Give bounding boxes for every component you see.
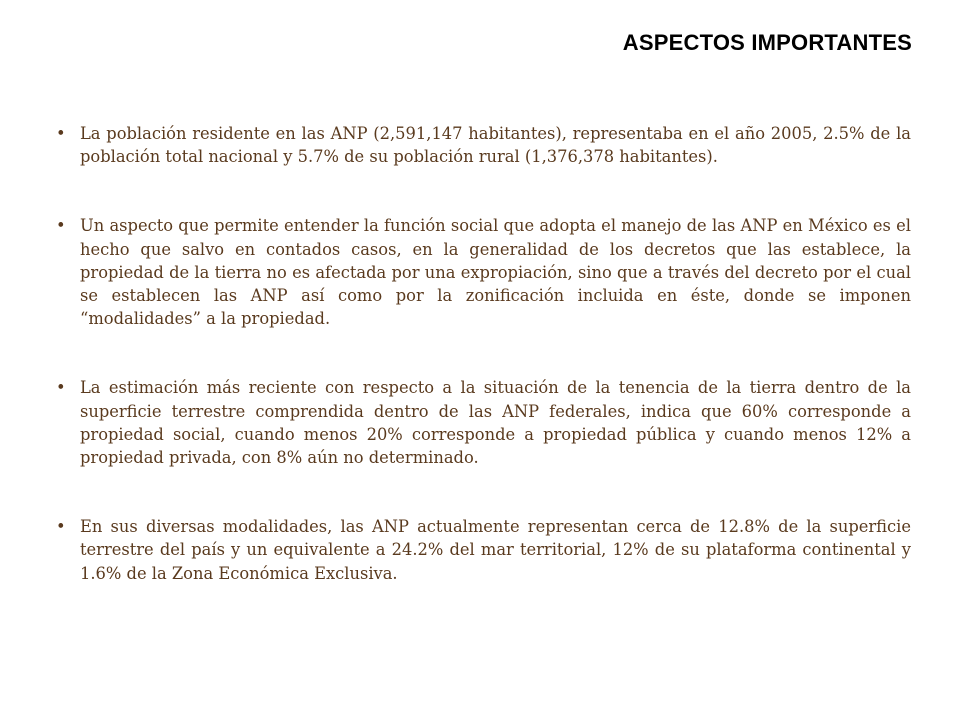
bullet-item-1 — [56, 122, 911, 168]
bullet-text-2: Un aspecto que permite entender la función social que adopta el manejo de las ANP en México es el hecho que salvo en contados casos, en la generalidad de los decretos que las establece, la propiedad de la tierra no es afectada por una expropiación, sino que a través del decreto por el cual se establecen las ANP así como por la zonificación incluida en éste, donde se imponen “modalidades” a la propiedad. — [80, 216, 911, 329]
bullet-dot-icon: • — [56, 216, 66, 236]
bullet-item-3 — [56, 376, 911, 469]
bullet-text-4: En sus diversas modalidades, las ANP actualmente representan cerca de 12.8% de la superficie terrestre del país y un equivalente a 24.2% del mar territorial, 12% de su plataforma continental y 1.6% de la Zona Económica Exclusiva. — [80, 517, 911, 583]
bullet-dot-icon: • — [56, 517, 66, 537]
bullet-dot-icon: • — [56, 378, 66, 398]
bullet-text-3: La estimación más reciente con respecto a la situación de la tenencia de la tierra dentro de la superficie terrestre comprendida dentro de las ANP federales, indica que 60% corresponde a propiedad social, cuando menos 20% corresponde a propiedad pública y cuando menos 12% a propiedad privada, con 8% aún no determinado. — [80, 378, 911, 468]
bullet-item-2 — [56, 214, 911, 330]
bullet-text-1: La población residente en las ANP (2,591,147 habitantes), representaba en el año 2005, 2.5% de la población total nacional y 5.7% de su población rural (1,376,378 habitantes). — [80, 124, 911, 167]
bullet-item-4 — [56, 515, 911, 585]
bullet-list — [56, 122, 911, 585]
bullet-dot-icon: • — [56, 124, 66, 143]
slide-title: ASPECTOS IMPORTANTES — [622, 30, 912, 55]
